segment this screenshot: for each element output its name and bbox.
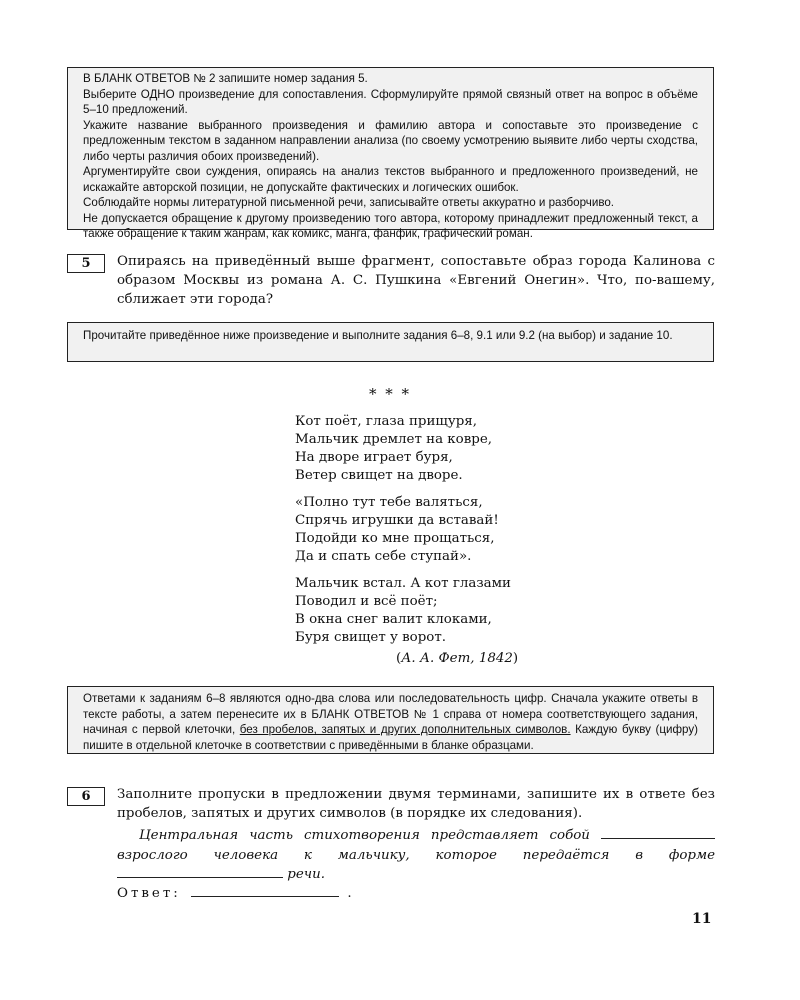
page-number: 11 bbox=[692, 911, 712, 927]
poem-line: Ветер свищет на дворе. bbox=[295, 468, 463, 483]
instruction-paragraph: Выберите ОДНО произведение для сопоставления. Сформулируйте прямой связный ответ на вопрос в объёме 5–10 предложений. bbox=[83, 87, 698, 116]
task-5-text: Опираясь на приведённый выше фрагмент, сопоставьте образ города Калинова с образом Москвы из романа А. С. Пушкина «Евгений Онегин». Что, по-вашему, сближает эти города? bbox=[117, 254, 715, 307]
answer-label: Ответ: bbox=[117, 886, 181, 901]
poem-line: Поводил и всё поёт; bbox=[295, 594, 438, 609]
poem-stanza bbox=[295, 575, 511, 647]
task-number-5: 5 bbox=[67, 254, 105, 273]
blank-field-1[interactable] bbox=[601, 826, 715, 839]
task-number-6: 6 bbox=[67, 787, 105, 806]
poem-line: Спрячь игрушки да вставай! bbox=[295, 513, 499, 528]
instruction-text-part: Каждую букву (цифру) пишите в отдельной клеточке в соответствии с приведёнными в бланке образцами. bbox=[83, 723, 698, 752]
poem-line: Мальчик дремлет на ковре, bbox=[295, 432, 493, 447]
poem-line: На дворе играет буря, bbox=[295, 450, 453, 465]
instruction-paragraph: В БЛАНК ОТВЕТОВ № 2 запишите номер задания 5. bbox=[83, 72, 368, 85]
instruction-paragraph: Укажите название выбранного произведения и фамилию автора и сопоставьте это произведение с предложенным текстом в заданном направлении анализа (по своему усмотрению выявите либо черты сходства, либо черты различия обоих произведений). bbox=[83, 118, 698, 163]
poem-line: Кот поёт, глаза прищуря, bbox=[295, 414, 477, 429]
answer-period: . bbox=[347, 886, 352, 901]
sentence-part: речи. bbox=[287, 867, 325, 882]
task-6-sentence bbox=[117, 826, 715, 885]
poem-line: «Полно тут тебе валяться, bbox=[295, 495, 483, 510]
instruction-underlined: без пробелов, запятых и других дополнительных символов. bbox=[239, 723, 571, 736]
poem-line: Да и спать себе ступай». bbox=[295, 549, 472, 564]
instruction-box-answers bbox=[67, 686, 714, 754]
instruction-text-part: Ответами к заданиям 6–8 являются одно-два слова или последовательность цифр. Сначала укажите ответы в тексте работы, а затем перенесите их в БЛАНК ОТВЕТОВ № 1 справа от номера соответствующего задания, начиная с первой клеточки, bbox=[83, 692, 698, 736]
instruction-text: Прочитайте приведённое ниже произведение и выполните задания 6–8, 9.1 или 9.2 (на выбор) и задание 10. bbox=[83, 329, 673, 342]
poem-title: * * * bbox=[368, 385, 412, 403]
instruction-paragraph: Соблюдайте нормы литературной письменной речи, записывайте ответы аккуратно и разборчиво. bbox=[83, 196, 615, 209]
instruction-paragraph: Аргументируйте свои суждения, опираясь на анализ текстов выбранного и предложенного произведений, не искажайте авторской позиции, не допускайте фактических и логических ошибок. bbox=[83, 165, 698, 194]
instruction-paragraph: Не допускается обращение к другому произведению того автора, которому принадлежит предложенный текст, а также обращение к таким жанрам, как комикс, манга, фанфик, графический роман. bbox=[83, 211, 698, 240]
poem-line: Мальчик встал. А кот глазами bbox=[295, 576, 511, 591]
instruction-box-task5 bbox=[67, 67, 714, 240]
poem-author: А. А. Фет, bbox=[401, 651, 475, 666]
sentence-part: взрослого человека к мальчику, которое передаётся в форме bbox=[117, 847, 715, 863]
poem-stanza bbox=[295, 494, 499, 566]
answer-field[interactable] bbox=[191, 884, 339, 897]
instruction-text bbox=[83, 691, 698, 753]
poem-line: В окна снег валит клоками, bbox=[295, 612, 492, 627]
answer-line bbox=[117, 884, 352, 901]
poem-year: 1842 bbox=[478, 651, 513, 666]
poem-attribution: (А. А. Фет, 1842) bbox=[396, 651, 519, 666]
instruction-box-read bbox=[67, 322, 714, 362]
sentence-part: Центральная часть стихотворения представляет собой bbox=[139, 828, 590, 843]
blank-field-2[interactable] bbox=[117, 865, 283, 878]
poem-stanza bbox=[295, 413, 492, 485]
poem-line: Буря свищет у ворот. bbox=[295, 630, 447, 645]
poem-line: Подойди ко мне прощаться, bbox=[295, 531, 495, 546]
task-6-text: Заполните пропуски в предложении двумя терминами, запишите их в ответе без пробелов, запятых и других символов (в порядке их следования). bbox=[117, 787, 715, 821]
